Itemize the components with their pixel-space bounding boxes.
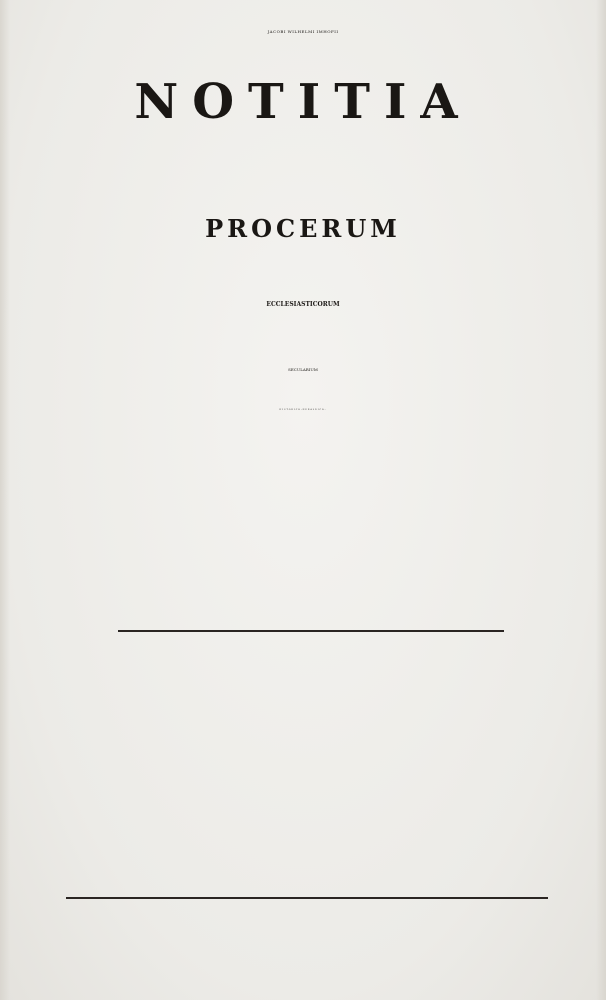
title-ecclesiasticorum: ECCLESIASTICORUM [266,301,340,308]
page-edge-left [0,0,10,1000]
author-line: JACOBI WILHELMI IMHOFII [267,29,339,34]
title-procerum: PROCERUM [205,214,401,243]
page-edge-right [596,0,606,1000]
divider-rule-top [118,630,504,632]
divider-rule-bottom [66,897,548,899]
title-historico-heraldico: HISTORICO-HERALDICO- [279,409,327,411]
title-main: NOTITIA [134,74,472,130]
title-secularium: SECULARIUM [288,367,318,372]
